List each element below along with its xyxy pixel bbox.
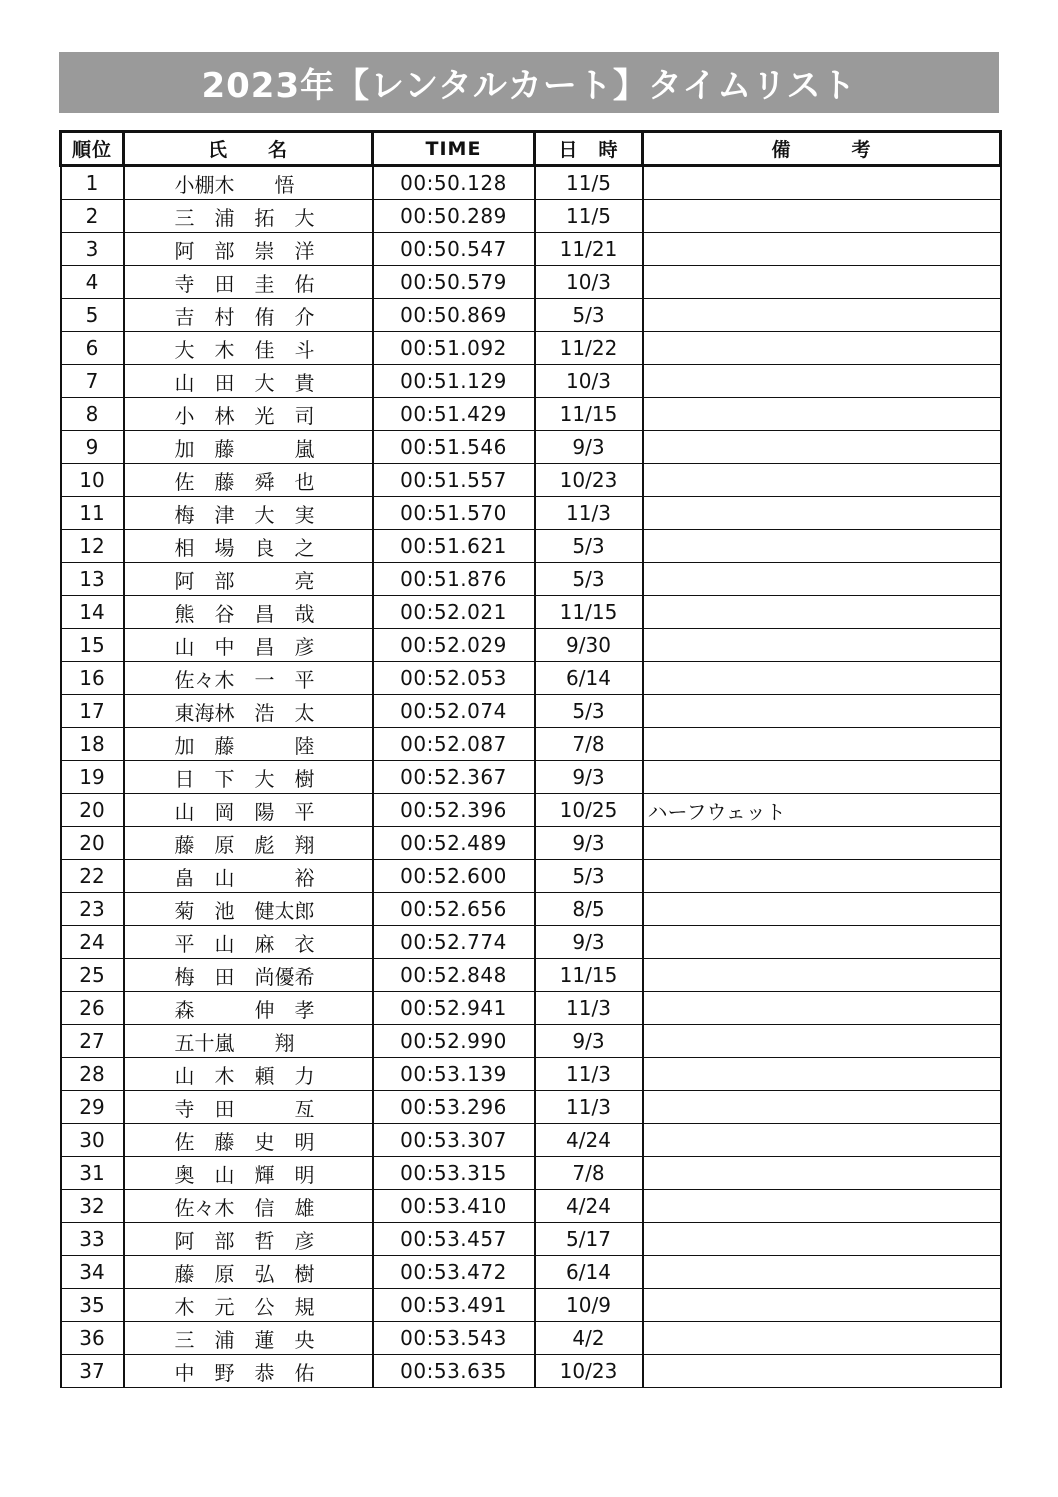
date-cell: 11/15 bbox=[535, 596, 643, 629]
date-cell: 5/3 bbox=[535, 563, 643, 596]
note-cell bbox=[643, 662, 1001, 695]
table-row bbox=[61, 464, 1001, 497]
name-cell: 日 下 大 樹 bbox=[124, 761, 373, 794]
note-cell bbox=[643, 497, 1001, 530]
table-row bbox=[61, 1289, 1001, 1322]
date-cell: 4/24 bbox=[535, 1190, 643, 1223]
time-cell: 00:53.307 bbox=[373, 1124, 535, 1157]
rank-cell: 19 bbox=[61, 761, 124, 794]
time-cell: 00:50.289 bbox=[373, 200, 535, 233]
note-cell: ハーフウェット bbox=[643, 794, 1001, 827]
name-cell: 阿 部 崇 洋 bbox=[124, 233, 373, 266]
name-cell: 小 林 光 司 bbox=[124, 398, 373, 431]
table-row bbox=[61, 893, 1001, 926]
rank-cell: 3 bbox=[61, 233, 124, 266]
note-cell bbox=[643, 530, 1001, 563]
rank-cell: 27 bbox=[61, 1025, 124, 1058]
rank-cell: 34 bbox=[61, 1256, 124, 1289]
name-cell: 中 野 恭 佑 bbox=[124, 1355, 373, 1388]
note-cell bbox=[643, 893, 1001, 926]
table-row bbox=[61, 1223, 1001, 1256]
date-cell: 11/3 bbox=[535, 1058, 643, 1091]
rank-cell: 28 bbox=[61, 1058, 124, 1091]
table-row bbox=[61, 530, 1001, 563]
note-cell bbox=[643, 464, 1001, 497]
time-list-table-container bbox=[59, 130, 999, 1388]
time-cell: 00:51.429 bbox=[373, 398, 535, 431]
rank-cell: 5 bbox=[61, 299, 124, 332]
date-cell: 11/21 bbox=[535, 233, 643, 266]
date-cell: 9/3 bbox=[535, 431, 643, 464]
table-row bbox=[61, 728, 1001, 761]
time-cell: 00:53.635 bbox=[373, 1355, 535, 1388]
date-cell: 11/22 bbox=[535, 332, 643, 365]
name-cell: 菊 池 健太郎 bbox=[124, 893, 373, 926]
table-row bbox=[61, 1058, 1001, 1091]
name-cell: 寺 田 圭 佑 bbox=[124, 266, 373, 299]
note-cell bbox=[643, 200, 1001, 233]
rank-cell: 17 bbox=[61, 695, 124, 728]
header-date: 日 時 bbox=[535, 132, 643, 166]
name-cell: 小棚木 悟 bbox=[124, 166, 373, 200]
note-cell bbox=[643, 1322, 1001, 1355]
time-cell: 00:50.579 bbox=[373, 266, 535, 299]
rank-cell: 31 bbox=[61, 1157, 124, 1190]
rank-cell: 6 bbox=[61, 332, 124, 365]
date-cell: 9/3 bbox=[535, 1025, 643, 1058]
table-row bbox=[61, 761, 1001, 794]
time-cell: 00:53.457 bbox=[373, 1223, 535, 1256]
rank-cell: 20 bbox=[61, 827, 124, 860]
date-cell: 6/14 bbox=[535, 1256, 643, 1289]
date-cell: 5/3 bbox=[535, 530, 643, 563]
note-cell bbox=[643, 629, 1001, 662]
rank-cell: 22 bbox=[61, 860, 124, 893]
table-row bbox=[61, 1025, 1001, 1058]
table-row bbox=[61, 1256, 1001, 1289]
name-cell: 梅 田 尚優希 bbox=[124, 959, 373, 992]
table-row bbox=[61, 266, 1001, 299]
rank-cell: 16 bbox=[61, 662, 124, 695]
table-row bbox=[61, 398, 1001, 431]
date-cell: 5/3 bbox=[535, 695, 643, 728]
table-header bbox=[61, 132, 1001, 166]
rank-cell: 12 bbox=[61, 530, 124, 563]
date-cell: 11/5 bbox=[535, 166, 643, 200]
table-row bbox=[61, 1124, 1001, 1157]
table-row bbox=[61, 563, 1001, 596]
time-cell: 00:52.600 bbox=[373, 860, 535, 893]
note-cell bbox=[643, 233, 1001, 266]
rank-cell: 2 bbox=[61, 200, 124, 233]
note-cell bbox=[643, 563, 1001, 596]
name-cell: 森 伸 孝 bbox=[124, 992, 373, 1025]
time-cell: 00:52.656 bbox=[373, 893, 535, 926]
name-cell: 相 場 良 之 bbox=[124, 530, 373, 563]
name-cell: 佐々木 一 平 bbox=[124, 662, 373, 695]
note-cell bbox=[643, 596, 1001, 629]
time-cell: 00:52.367 bbox=[373, 761, 535, 794]
note-cell bbox=[643, 1157, 1001, 1190]
header-time: TIME bbox=[373, 132, 535, 166]
rank-cell: 36 bbox=[61, 1322, 124, 1355]
table-row bbox=[61, 365, 1001, 398]
name-cell: 五十嵐 翔 bbox=[124, 1025, 373, 1058]
time-cell: 00:50.128 bbox=[373, 166, 535, 200]
time-cell: 00:52.029 bbox=[373, 629, 535, 662]
name-cell: 三 浦 拓 大 bbox=[124, 200, 373, 233]
name-cell: 三 浦 蓮 央 bbox=[124, 1322, 373, 1355]
table-row bbox=[61, 629, 1001, 662]
time-cell: 00:52.990 bbox=[373, 1025, 535, 1058]
rank-cell: 18 bbox=[61, 728, 124, 761]
note-cell bbox=[643, 728, 1001, 761]
note-cell bbox=[643, 827, 1001, 860]
date-cell: 11/5 bbox=[535, 200, 643, 233]
table-row bbox=[61, 166, 1001, 200]
name-cell: 吉 村 侑 介 bbox=[124, 299, 373, 332]
rank-cell: 29 bbox=[61, 1091, 124, 1124]
time-cell: 00:52.074 bbox=[373, 695, 535, 728]
date-cell: 9/3 bbox=[535, 926, 643, 959]
time-cell: 00:53.139 bbox=[373, 1058, 535, 1091]
time-cell: 00:50.547 bbox=[373, 233, 535, 266]
date-cell: 6/14 bbox=[535, 662, 643, 695]
note-cell bbox=[643, 992, 1001, 1025]
table-row bbox=[61, 596, 1001, 629]
table-row bbox=[61, 860, 1001, 893]
name-cell: 畠 山 裕 bbox=[124, 860, 373, 893]
rank-cell: 20 bbox=[61, 794, 124, 827]
date-cell: 10/25 bbox=[535, 794, 643, 827]
time-cell: 00:51.557 bbox=[373, 464, 535, 497]
note-cell bbox=[643, 365, 1001, 398]
note-cell bbox=[643, 1190, 1001, 1223]
date-cell: 10/3 bbox=[535, 365, 643, 398]
name-cell: 梅 津 大 実 bbox=[124, 497, 373, 530]
rank-cell: 10 bbox=[61, 464, 124, 497]
name-cell: 佐々木 信 雄 bbox=[124, 1190, 373, 1223]
date-cell: 5/3 bbox=[535, 860, 643, 893]
note-cell bbox=[643, 431, 1001, 464]
date-cell: 10/23 bbox=[535, 1355, 643, 1388]
table-row bbox=[61, 1157, 1001, 1190]
time-cell: 00:51.876 bbox=[373, 563, 535, 596]
name-cell: 阿 部 亮 bbox=[124, 563, 373, 596]
name-cell: 藤 原 彪 翔 bbox=[124, 827, 373, 860]
note-cell bbox=[643, 1355, 1001, 1388]
rank-cell: 14 bbox=[61, 596, 124, 629]
header-rank: 順位 bbox=[61, 132, 124, 166]
table-body bbox=[61, 166, 1001, 1388]
time-cell: 00:51.129 bbox=[373, 365, 535, 398]
date-cell: 10/23 bbox=[535, 464, 643, 497]
table-row bbox=[61, 299, 1001, 332]
time-cell: 00:52.021 bbox=[373, 596, 535, 629]
time-cell: 00:50.869 bbox=[373, 299, 535, 332]
name-cell: 寺 田 亙 bbox=[124, 1091, 373, 1124]
table-row bbox=[61, 959, 1001, 992]
name-cell: 木 元 公 規 bbox=[124, 1289, 373, 1322]
rank-cell: 24 bbox=[61, 926, 124, 959]
name-cell: 東海林 浩 太 bbox=[124, 695, 373, 728]
date-cell: 11/3 bbox=[535, 1091, 643, 1124]
name-cell: 加 藤 陸 bbox=[124, 728, 373, 761]
note-cell bbox=[643, 1025, 1001, 1058]
table-row bbox=[61, 992, 1001, 1025]
time-cell: 00:51.092 bbox=[373, 332, 535, 365]
rank-cell: 25 bbox=[61, 959, 124, 992]
rank-cell: 37 bbox=[61, 1355, 124, 1388]
date-cell: 5/3 bbox=[535, 299, 643, 332]
rank-cell: 13 bbox=[61, 563, 124, 596]
rank-cell: 32 bbox=[61, 1190, 124, 1223]
table-row bbox=[61, 1322, 1001, 1355]
note-cell bbox=[643, 926, 1001, 959]
name-cell: 佐 藤 舜 也 bbox=[124, 464, 373, 497]
table-row bbox=[61, 1355, 1001, 1388]
table-row bbox=[61, 200, 1001, 233]
time-list-table bbox=[59, 130, 1002, 1388]
date-cell: 11/3 bbox=[535, 497, 643, 530]
name-cell: 加 藤 嵐 bbox=[124, 431, 373, 464]
name-cell: 藤 原 弘 樹 bbox=[124, 1256, 373, 1289]
rank-cell: 26 bbox=[61, 992, 124, 1025]
note-cell bbox=[643, 299, 1001, 332]
table-row bbox=[61, 1091, 1001, 1124]
date-cell: 11/15 bbox=[535, 398, 643, 431]
rank-cell: 11 bbox=[61, 497, 124, 530]
time-cell: 00:51.546 bbox=[373, 431, 535, 464]
table-row bbox=[61, 233, 1001, 266]
note-cell bbox=[643, 332, 1001, 365]
note-cell bbox=[643, 1058, 1001, 1091]
table-row bbox=[61, 794, 1001, 827]
rank-cell: 23 bbox=[61, 893, 124, 926]
rank-cell: 8 bbox=[61, 398, 124, 431]
name-cell: 大 木 佳 斗 bbox=[124, 332, 373, 365]
time-cell: 00:52.941 bbox=[373, 992, 535, 1025]
table-row bbox=[61, 827, 1001, 860]
table-row bbox=[61, 497, 1001, 530]
name-cell: 佐 藤 史 明 bbox=[124, 1124, 373, 1157]
table-row bbox=[61, 1190, 1001, 1223]
note-cell bbox=[643, 266, 1001, 299]
time-cell: 00:52.489 bbox=[373, 827, 535, 860]
rank-cell: 7 bbox=[61, 365, 124, 398]
note-cell bbox=[643, 959, 1001, 992]
note-cell bbox=[643, 1289, 1001, 1322]
time-cell: 00:53.296 bbox=[373, 1091, 535, 1124]
note-cell bbox=[643, 398, 1001, 431]
note-cell bbox=[643, 166, 1001, 200]
header-name: 氏 名 bbox=[124, 132, 373, 166]
name-cell: 奥 山 輝 明 bbox=[124, 1157, 373, 1190]
time-cell: 00:52.848 bbox=[373, 959, 535, 992]
time-cell: 00:52.774 bbox=[373, 926, 535, 959]
date-cell: 7/8 bbox=[535, 1157, 643, 1190]
time-cell: 00:51.570 bbox=[373, 497, 535, 530]
rank-cell: 9 bbox=[61, 431, 124, 464]
page-title: 2023年【レンタルカート】タイムリスト bbox=[201, 66, 857, 106]
date-cell: 7/8 bbox=[535, 728, 643, 761]
table-row bbox=[61, 662, 1001, 695]
rank-cell: 33 bbox=[61, 1223, 124, 1256]
rank-cell: 4 bbox=[61, 266, 124, 299]
title-banner bbox=[59, 52, 999, 113]
date-cell: 5/17 bbox=[535, 1223, 643, 1256]
date-cell: 11/15 bbox=[535, 959, 643, 992]
time-cell: 00:53.410 bbox=[373, 1190, 535, 1223]
note-cell bbox=[643, 860, 1001, 893]
name-cell: 阿 部 哲 彦 bbox=[124, 1223, 373, 1256]
name-cell: 山 田 大 貴 bbox=[124, 365, 373, 398]
date-cell: 9/30 bbox=[535, 629, 643, 662]
rank-cell: 30 bbox=[61, 1124, 124, 1157]
table-row bbox=[61, 431, 1001, 464]
table-row bbox=[61, 332, 1001, 365]
date-cell: 8/5 bbox=[535, 893, 643, 926]
date-cell: 10/3 bbox=[535, 266, 643, 299]
time-cell: 00:52.053 bbox=[373, 662, 535, 695]
table-row bbox=[61, 926, 1001, 959]
date-cell: 9/3 bbox=[535, 761, 643, 794]
header-row bbox=[61, 132, 1001, 166]
date-cell: 9/3 bbox=[535, 827, 643, 860]
date-cell: 11/3 bbox=[535, 992, 643, 1025]
time-cell: 00:53.315 bbox=[373, 1157, 535, 1190]
time-cell: 00:53.472 bbox=[373, 1256, 535, 1289]
note-cell bbox=[643, 1223, 1001, 1256]
note-cell bbox=[643, 761, 1001, 794]
note-cell bbox=[643, 695, 1001, 728]
rank-cell: 1 bbox=[61, 166, 124, 200]
name-cell: 山 木 頼 力 bbox=[124, 1058, 373, 1091]
note-cell bbox=[643, 1124, 1001, 1157]
time-cell: 00:52.087 bbox=[373, 728, 535, 761]
date-cell: 10/9 bbox=[535, 1289, 643, 1322]
time-cell: 00:53.543 bbox=[373, 1322, 535, 1355]
name-cell: 平 山 麻 衣 bbox=[124, 926, 373, 959]
time-cell: 00:52.396 bbox=[373, 794, 535, 827]
header-note: 備 考 bbox=[643, 132, 1001, 166]
note-cell bbox=[643, 1256, 1001, 1289]
date-cell: 4/2 bbox=[535, 1322, 643, 1355]
table-row bbox=[61, 695, 1001, 728]
date-cell: 4/24 bbox=[535, 1124, 643, 1157]
time-cell: 00:53.491 bbox=[373, 1289, 535, 1322]
name-cell: 山 岡 陽 平 bbox=[124, 794, 373, 827]
rank-cell: 15 bbox=[61, 629, 124, 662]
time-cell: 00:51.621 bbox=[373, 530, 535, 563]
name-cell: 山 中 昌 彦 bbox=[124, 629, 373, 662]
note-cell bbox=[643, 1091, 1001, 1124]
name-cell: 熊 谷 昌 哉 bbox=[124, 596, 373, 629]
rank-cell: 35 bbox=[61, 1289, 124, 1322]
